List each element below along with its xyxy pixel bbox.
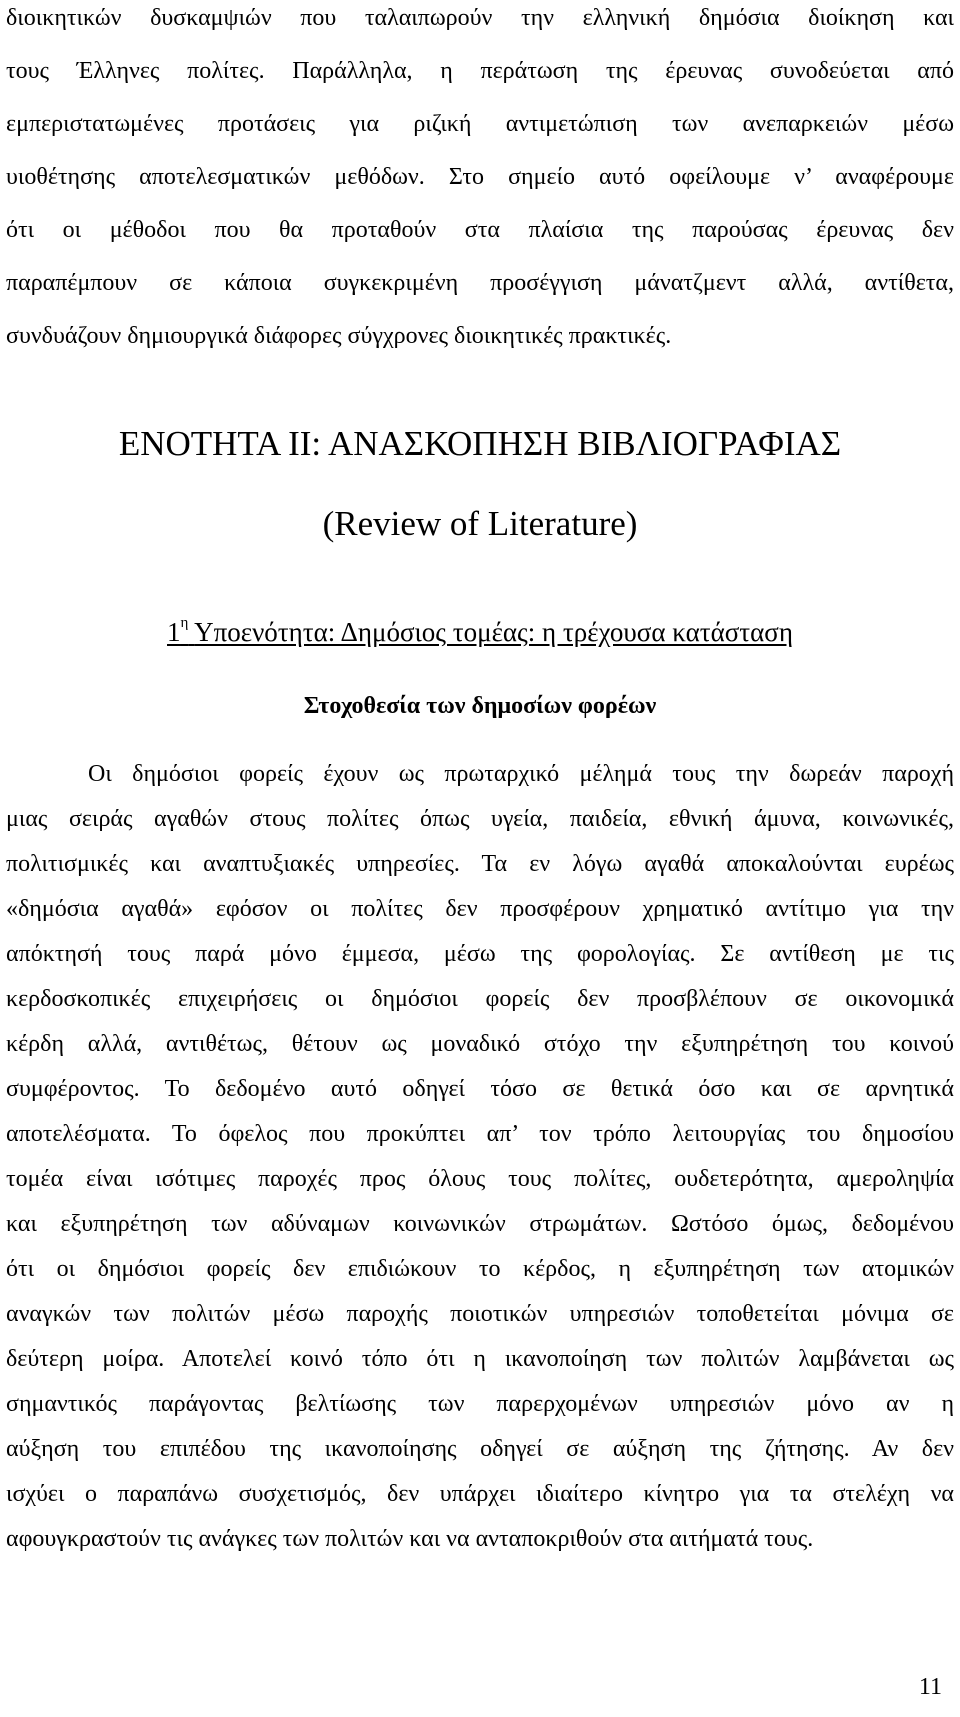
- section-subheading: (Review of Literature): [322, 504, 638, 543]
- subsection-title-underlined: [167, 617, 793, 647]
- text-line: συνδυάζουν δημιουργικά διάφορες σύγχρονες διοικητικές πρακτικές.: [6, 323, 672, 349]
- text-line: ισχύει ο παραπάνω συσχετισμός, δεν υπάρχει ιδιαίτερο κίνητρο για τα στελέχη να: [6, 1481, 954, 1507]
- text-line: εμπεριστατωμένες προτάσεις για ριζική αντιμετώπιση των ανεπαρκειών μέσω: [6, 111, 954, 137]
- text-line: και εξυπηρέτηση των αδύναμων κοινωνικών στρωμάτων. Ωστόσο όμως, δεδομένου: [6, 1211, 954, 1237]
- text-line: πολιτισμικές και αναπτυξιακές υπηρεσίες. Τα εν λόγω αγαθά αποκαλούνται ευρέως: [6, 851, 954, 877]
- text-line: ότι οι μέθοδοι που θα προταθούν στα πλαίσια της παρούσας έρευνας δεν: [6, 217, 954, 243]
- text-line: κέρδη αλλά, αντιθέτως, θέτουν ως μοναδικό στόχο την εξυπηρέτηση του κοινού: [6, 1031, 954, 1057]
- text-line: αναγκών των πολιτών μέσω παροχής ποιοτικών υπηρεσιών τοποθετείται μόνιμα σε: [6, 1301, 954, 1327]
- body-paragraph: [6, 759, 954, 1569]
- text-line: Οι δημόσιοι φορείς έχουν ως πρωταρχικό μέλημά τους την δωρεάν παροχή: [88, 761, 954, 787]
- subsection-number: 1: [167, 617, 181, 647]
- bold-heading: Στοχοθεσία των δημοσίων φορέων: [303, 693, 657, 719]
- text-line: αύξηση του επιπέδου της ικανοποίησης οδηγεί σε αύξηση της ζήτησης. Αν δεν: [6, 1436, 954, 1462]
- section-heading: ΕΝΟΤΗΤΑ ΙΙ: ΑΝΑΣΚΟΠΗΣΗ ΒΙΒΛΙΟΓΡΑΦΙΑΣ: [118, 424, 842, 463]
- subsection-title: Υποενότητα: Δημόσιος τομέας: η τρέχουσα κατάσταση: [194, 617, 793, 647]
- text-line: κερδοσκοπικές επιχειρήσεις οι δημόσιοι φορείς δεν προσβλέπουν σε οικονομικά: [6, 986, 954, 1012]
- text-line: αφουγκραστούν τις ανάγκες των πολιτών και να ανταποκριθούν στα αιτήματά τους.: [6, 1526, 814, 1552]
- subsection-heading: [6, 615, 954, 649]
- text-line: μιας σειράς αγαθών στους πολίτες όπως υγεία, παιδεία, εθνική άμυνα, κοινωνικές,: [6, 806, 954, 832]
- text-line: ότι οι δημόσιοι φορείς δεν επιδιώκουν το κέρδος, η εξυπηρέτηση των ατομικών: [6, 1256, 954, 1282]
- subsection-superscript: η: [180, 615, 189, 631]
- text-line: τους Έλληνες πολίτες. Παράλληλα, η περάτωση της έρευνας συνοδεύεται από: [6, 58, 954, 84]
- text-line: συμφέροντος. Το δεδομένο αυτό οδηγεί τόσο σε θετικά όσο και σε αρνητικά: [6, 1076, 954, 1102]
- intro-paragraph: [6, 3, 954, 373]
- text-line: υιοθέτησης αποτελεσματικών μεθόδων. Στο σημείο αυτό οφείλουμε ν’ αναφέρουμε: [6, 164, 954, 190]
- page-number: 11: [918, 1674, 942, 1700]
- document-page: [6, 0, 954, 1569]
- text-line: «δημόσια αγαθά» εφόσον οι πολίτες δεν προσφέρουν χρηματικό αντίτιμο για την: [6, 896, 954, 922]
- text-line: δεύτερη μοίρα. Αποτελεί κοινό τόπο ότι η ικανοποίηση των πολιτών λαμβάνεται ως: [6, 1346, 954, 1372]
- text-line: τομέα είναι ισότιμες παροχές προς όλους τους πολίτες, ουδετερότητα, αμεροληψία: [6, 1166, 954, 1192]
- text-line: απόκτησή τους παρά μόνο έμμεσα, μέσω της φορολογίας. Σε αντίθεση με τις: [6, 941, 954, 967]
- text-line: διοικητικών δυσκαμψιών που ταλαιπωρούν την ελληνική δημόσια διοίκηση και: [6, 5, 954, 31]
- text-line: σημαντικός παράγοντας βελτίωσης των παρερχομένων υπηρεσιών μόνο αν η: [6, 1391, 954, 1417]
- text-line: αποτελέσματα. Το όφελος που προκύπτει απ’ τον τρόπο λειτουργίας του δημοσίου: [6, 1121, 954, 1147]
- text-line: παραπέμπουν σε κάποια συγκεκριμένη προσέγγιση μάνατζμεντ αλλά, αντίθετα,: [6, 270, 954, 296]
